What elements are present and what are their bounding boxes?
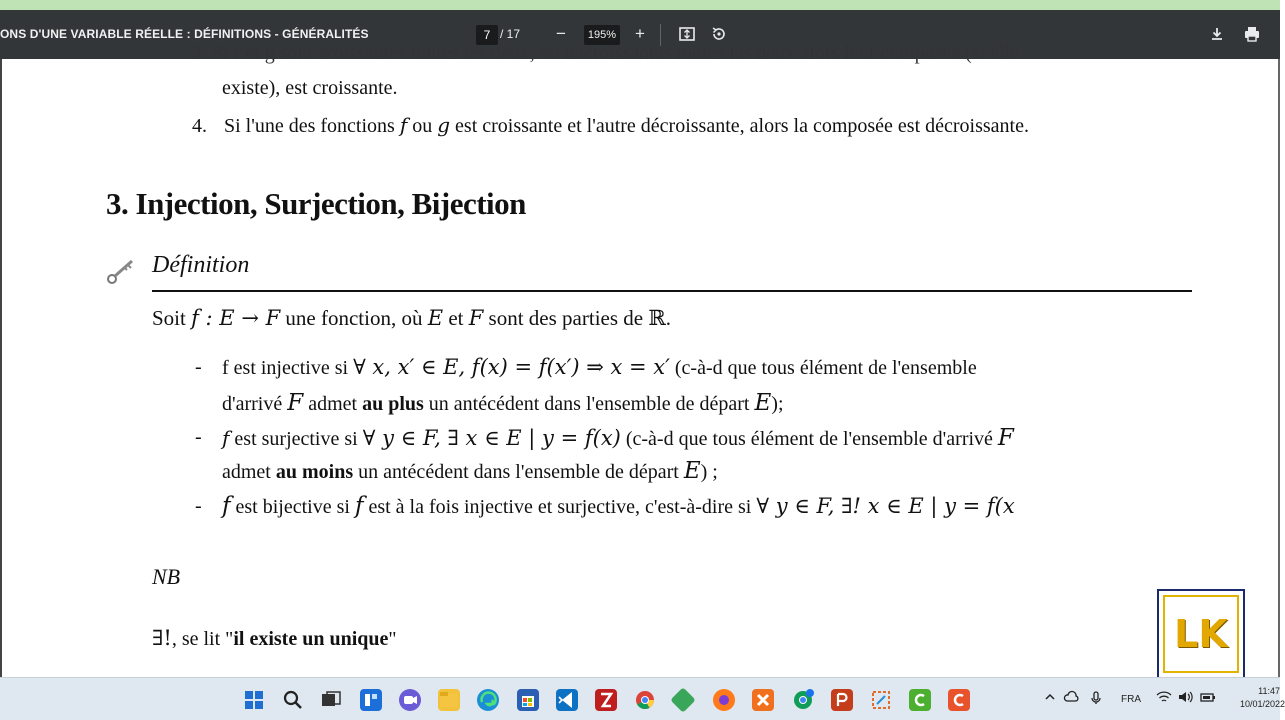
text: d'arrivé [222, 393, 288, 415]
definition-intro [152, 306, 671, 331]
wifi-icon[interactable] [1156, 691, 1172, 706]
xampp-icon[interactable] [752, 689, 774, 711]
fit-page-icon[interactable] [678, 25, 696, 43]
logo-text: LK [1163, 595, 1239, 673]
text: (c-à-d que tous élément de l'ensemble [669, 357, 977, 379]
math-exists-unique: ∃! [152, 626, 172, 650]
snipping-icon[interactable] [870, 689, 892, 711]
text: et [443, 306, 469, 330]
scrollbar-edge[interactable] [1278, 59, 1280, 677]
math-expression: f : E → F [191, 306, 281, 330]
system-clock[interactable] [1240, 685, 1285, 711]
widgets-icon[interactable] [360, 689, 382, 711]
app-icon[interactable] [670, 687, 695, 712]
pdf-page [0, 42, 1280, 677]
section-heading: 3. Injection, Surjection, Bijection [106, 186, 526, 221]
text: admet [303, 393, 363, 415]
math-R: ℝ [648, 306, 666, 330]
definition-rule [152, 290, 1192, 292]
bullet: - [195, 426, 202, 448]
bijective-line [222, 493, 1192, 519]
injective-line-2 [222, 390, 784, 416]
text: est croissante et l'autre décroissante, alors la composée est décroissante. [450, 115, 1029, 137]
edge-icon[interactable] [477, 689, 499, 711]
text: (c-à-d que tous élément de l'ensemble d'arrivé [620, 428, 998, 450]
text: f est injective si [222, 357, 354, 379]
text: ); [771, 393, 784, 415]
key-icon [106, 257, 138, 287]
definition-title: Définition [152, 252, 250, 278]
page-number-input[interactable]: 7 [476, 25, 498, 45]
injective-line-1 [222, 355, 977, 380]
text: est bijective si [230, 496, 355, 518]
bold-text: au plus [362, 393, 424, 415]
nb-label: NB [152, 564, 181, 589]
page-count: / 17 [500, 27, 521, 41]
microphone-icon[interactable] [1090, 691, 1102, 708]
exists-unique-note [152, 626, 397, 651]
text: " [388, 628, 397, 650]
math-expression: ∀ y ∈ F, ∃ x ∈ E | y = f(x) [362, 426, 621, 450]
text: Si l'une des fonctions [224, 115, 400, 137]
math-F: F [997, 425, 1014, 451]
bold-text: au moins [275, 461, 354, 483]
text: sont des parties de [483, 306, 649, 330]
store-icon[interactable] [517, 689, 539, 711]
bold-text: il existe un unique [233, 628, 389, 650]
math-f: f [354, 493, 364, 519]
window-top-strip [0, 0, 1280, 10]
math-f: f [399, 113, 408, 137]
firefox-icon[interactable] [713, 689, 735, 711]
text: est à la fois injective et surjective, c'est-à-dire si [363, 496, 757, 518]
list-item-4 [192, 113, 1029, 138]
tray-chevron-up-icon[interactable] [1044, 691, 1056, 706]
download-icon[interactable] [1208, 25, 1226, 43]
math-expression: ∀ x, x′ ∈ E, f(x) = f(x′) ⇒ x = x′ [353, 355, 670, 379]
math-F: F [287, 390, 304, 416]
previous-line: existe), est croissante. [222, 77, 398, 99]
clock-time: 11:47 [1258, 686, 1280, 696]
zoom-out-button[interactable]: − [556, 24, 566, 43]
zoom-input[interactable]: 195% [584, 25, 620, 45]
document-title: ONS D'UNE VARIABLE RÉELLE : DÉFINITIONS - GÉNÉRALITÉS [0, 27, 369, 41]
camtasia-recorder-icon[interactable] [948, 689, 970, 711]
math-f: f [222, 493, 231, 519]
math-F: F [468, 306, 484, 330]
math-E: E [427, 306, 444, 330]
math-expression: ∀ y ∈ F, ∃! x ∈ E | y = f(x [756, 494, 1015, 518]
text: ou [407, 115, 438, 137]
battery-icon[interactable] [1200, 691, 1216, 706]
previous-line-clipped: 3. Si f et g sont croissantes toutes les deux, ou décroissantes toutes les deux alors leur composée (si elle [192, 42, 1020, 64]
onedrive-icon[interactable] [1064, 691, 1080, 706]
math-g: g [437, 113, 451, 137]
print-icon[interactable] [1243, 25, 1261, 43]
windows-icon[interactable] [243, 689, 265, 711]
chrome-profile-icon[interactable] [792, 689, 814, 711]
channel-logo [1157, 589, 1245, 679]
list-number: 4. [192, 115, 207, 137]
text: ) ; [700, 461, 718, 483]
file-explorer-icon[interactable] [438, 689, 460, 711]
surjective-line-2 [222, 458, 718, 484]
text: une fonction, où [280, 306, 428, 330]
text: . [665, 306, 672, 330]
zoom-in-button[interactable]: + [635, 24, 645, 43]
text: un antécédent dans l'ensemble de départ [353, 461, 684, 483]
text: Soit [152, 306, 192, 330]
text: admet [222, 461, 276, 483]
volume-icon[interactable] [1178, 691, 1194, 706]
taskbar [0, 677, 1285, 720]
vscode-icon[interactable] [556, 689, 578, 711]
bullet: - [195, 495, 202, 517]
math-E: E [683, 458, 701, 484]
filezilla-icon[interactable] [595, 689, 617, 711]
surjective-line-1 [222, 425, 1014, 451]
text: , se lit " [171, 628, 234, 650]
search-icon[interactable] [282, 689, 304, 711]
camtasia-icon[interactable] [909, 689, 931, 711]
chat-icon[interactable] [399, 689, 421, 711]
math-f: f [222, 426, 230, 450]
bullet: - [195, 356, 202, 378]
text: est surjective si [229, 428, 363, 450]
powerpoint-icon[interactable] [831, 689, 853, 711]
language-indicator[interactable]: FRA [1121, 694, 1141, 705]
task-view-icon[interactable] [320, 689, 342, 711]
rotate-icon[interactable] [710, 25, 728, 43]
math-E: E [754, 390, 772, 416]
chrome-icon[interactable] [634, 689, 656, 711]
clock-date: 10/01/2022 [1240, 699, 1285, 709]
text: un antécédent dans l'ensemble de départ [423, 393, 755, 415]
